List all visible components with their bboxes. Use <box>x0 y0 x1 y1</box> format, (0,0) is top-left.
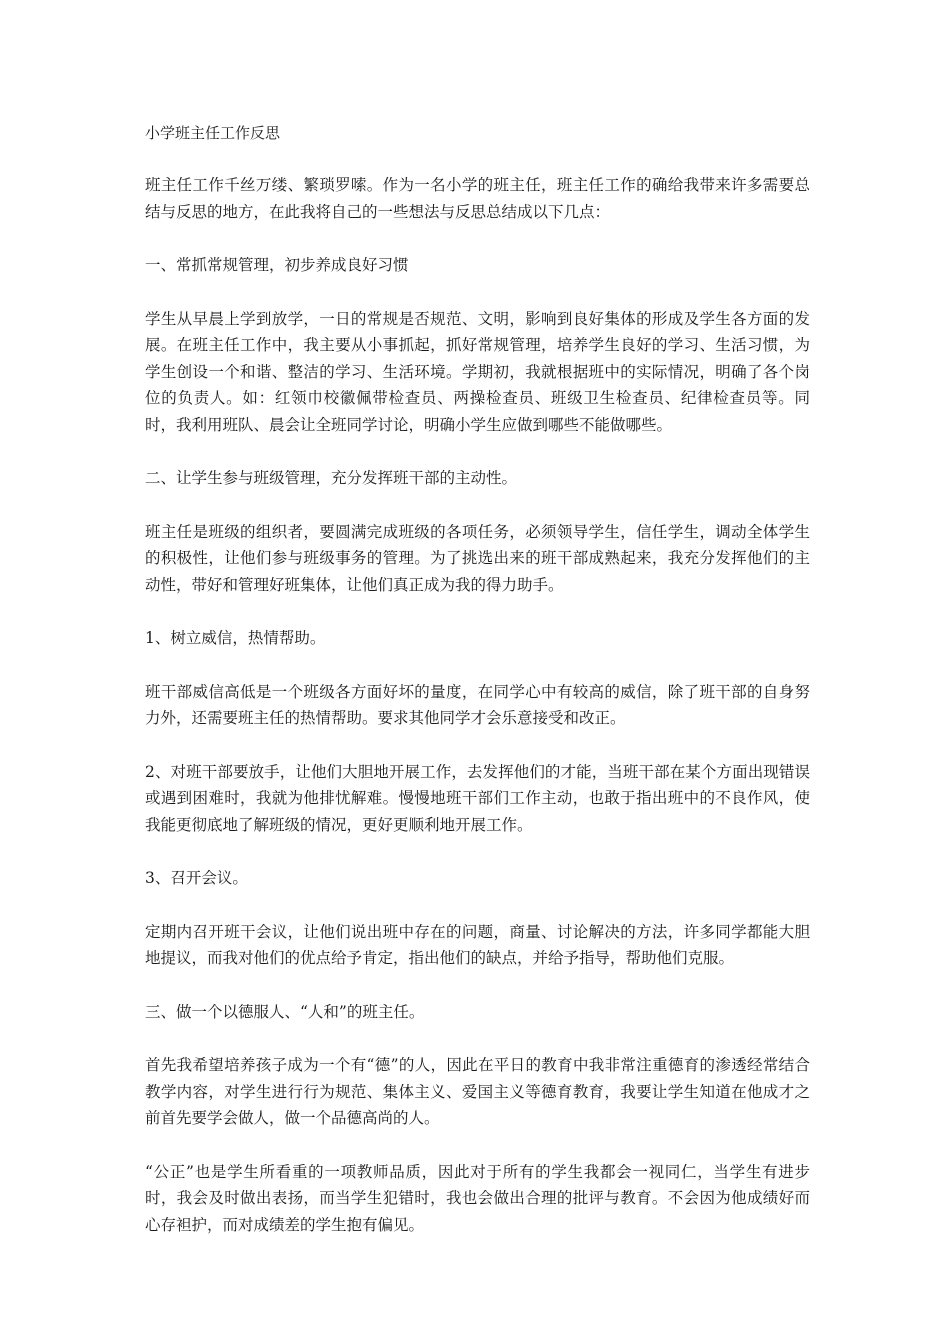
paragraph-routine-management: 学生从早晨上学到放学，一日的常规是否规范、文明，影响到良好集体的形成及学生各方面的发展。在班主任工作中，我主要从小事抓起，抓好常规管理，培养学生良好的学习、生活习惯，为学生创设一个和谐、整洁的学习、生活环境。学期初，我就根据班中的实际情况，明确了各个岗位的负责人。如：红领巾校徽佩带检查员、两操检查员、班级卫生检查员、纪律检查员等。同时，我利用班队、晨会让全班同学讨论，明确小学生应做到哪些不能做哪些。 <box>145 309 810 434</box>
paragraph-student-participation: 班主任是班级的组织者，要圆满完成班级的各项任务，必须领导学生，信任学生，调动全体学生的积极性，让他们参与班级事务的管理。为了挑选出来的班干部成熟起来，我充分发挥他们的主动性，带好和管理好班集体，让他们真正成为我的得力助手。 <box>145 522 810 594</box>
paragraph-moral-education: 首先我希望培养孩子成为一个有“德”的人，因此在平日的教育中我非常注重德育的渗透经常结合教学内容，对学生进行行为规范、集体主义、爱国主义等德育教育，我要让学生知道在他成才之前首先要学会做人，做一个品德高尚的人。 <box>145 1056 810 1127</box>
paragraph-intro: 班主任工作千丝万缕、繁琐罗嗦。作为一名小学的班主任，班主任工作的确给我带来许多需要总结与反思的地方，在此我将自己的一些想法与反思总结成以下几点： <box>145 176 810 221</box>
document-title: 小学班主任工作反思 <box>145 124 281 142</box>
section-heading-3: 三、做一个以德服人、“人和”的班主任。 <box>145 1002 425 1021</box>
paragraph-meetings: 定期内召开班干会议，让他们说出班中存在的问题，商量、讨论解决的方法，许多同学都能大胆地提议，而我对他们的优点给予肯定，指出他们的缺点，并给予指导，帮助他们克服。 <box>145 922 810 967</box>
subsection-heading-1: 1、树立威信，热情帮助。 <box>145 629 326 647</box>
paragraph-let-go: 2、对班干部要放手，让他们大胆地开展工作，去发挥他们的才能，当班干部在某个方面出现错误或遇到困难时，我就为他排忧解难。慢慢地班干部们工作主动，也敢于指出班中的不良作风，使我能更彻底地了解班级的情况，更好更顺利地开展工作。 <box>145 762 810 834</box>
section-heading-1: 一、常抓常规管理，初步养成良好习惯 <box>145 256 409 274</box>
paragraph-fairness: “公正”也是学生所看重的一项教师品质，因此对于所有的学生我都会一视同仁，当学生有进步时，我会及时做出表扬，而当学生犯错时，我也会做出合理的批评与教育。不会因为他成绩好而心存袒护，而对成绩差的学生抱有偏见。 <box>145 1162 810 1234</box>
paragraph-prestige: 班干部威信高低是一个班级各方面好坏的量度，在同学心中有较高的威信，除了班干部的自身努力外，还需要班主任的热情帮助。要求其他同学才会乐意接受和改正。 <box>145 682 810 727</box>
section-heading-2: 二、让学生参与班级管理，充分发挥班干部的主动性。 <box>145 469 518 487</box>
document-page <box>145 120 810 1265</box>
subsection-heading-3: 3、召开会议。 <box>145 869 248 887</box>
